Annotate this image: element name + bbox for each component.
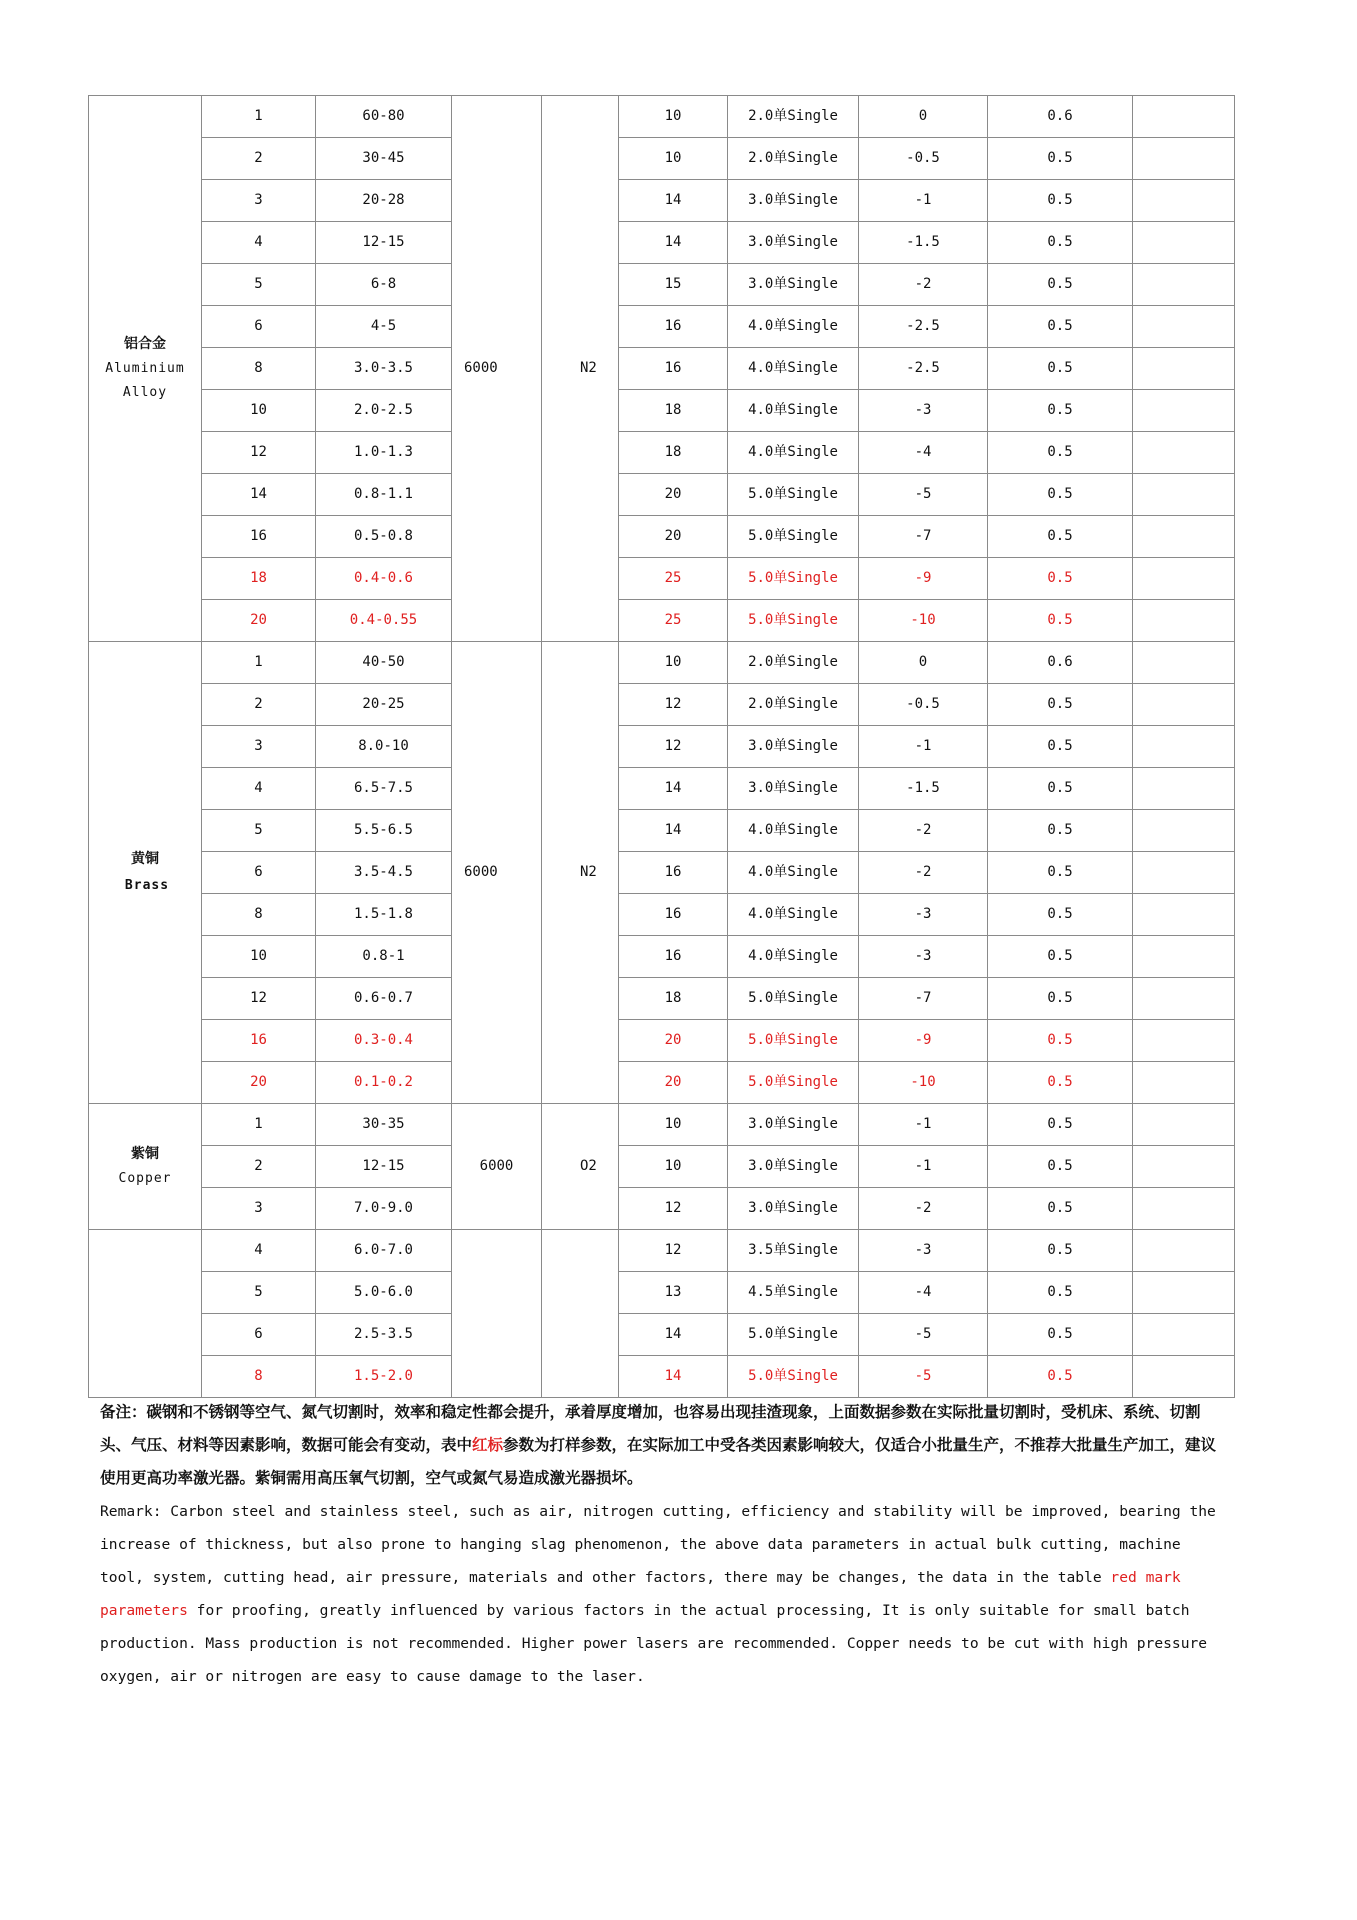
material-name-en: Alloy <box>122 385 168 401</box>
thickness-cell: 3 <box>202 1188 316 1230</box>
material-cell <box>89 642 202 1104</box>
thickness-cell: 12 <box>202 978 316 1020</box>
pressure-cell: 10 <box>619 1104 728 1146</box>
pressure-cell: 14 <box>619 222 728 264</box>
table-row <box>89 390 1235 432</box>
material-name-en: Aluminium <box>105 361 185 377</box>
focus-cell: -4 <box>859 1272 988 1314</box>
remarks-section <box>100 1396 1230 1693</box>
focus-cell: -2.5 <box>859 306 988 348</box>
pressure-cell: 12 <box>619 1188 728 1230</box>
speed-cell: 3.5-4.5 <box>316 852 452 894</box>
speed-cell: 12-15 <box>316 1146 452 1188</box>
nozzle-cell: 2.0单Single <box>728 138 859 180</box>
note-cell <box>1133 768 1235 810</box>
nozzle-cell: 4.0单Single <box>728 936 859 978</box>
table-row <box>89 474 1235 516</box>
note-cell <box>1133 96 1235 138</box>
speed-cell: 2.0-2.5 <box>316 390 452 432</box>
speed-cell: 1.5-1.8 <box>316 894 452 936</box>
remark-cn-text-2: 参数为打样参数，在实际加工中受各类因素影响较大，仅适合小批量生产，不推荐大批量生产加工，建议使用更高功率激光器。紫铜需用高压氧气切割，空气或氮气易造成激光器损坏。 <box>100 1436 1217 1487</box>
focus-cell: 0 <box>859 642 988 684</box>
thickness-cell: 1 <box>202 642 316 684</box>
thickness-cell: 10 <box>202 390 316 432</box>
pressure-cell: 13 <box>619 1272 728 1314</box>
height-cell: 0.5 <box>988 264 1133 306</box>
nozzle-cell: 2.0单Single <box>728 642 859 684</box>
material-name-en: Copper <box>118 1171 172 1187</box>
speed-cell: 12-15 <box>316 222 452 264</box>
height-cell: 0.5 <box>988 222 1133 264</box>
pressure-cell: 12 <box>619 684 728 726</box>
table-row <box>89 810 1235 852</box>
note-cell <box>1133 432 1235 474</box>
note-cell <box>1133 810 1235 852</box>
table-row <box>89 1356 1235 1398</box>
speed-cell: 4-5 <box>316 306 452 348</box>
height-cell: 0.5 <box>988 1314 1133 1356</box>
table-row <box>89 894 1235 936</box>
pressure-cell: 12 <box>619 1230 728 1272</box>
thickness-cell: 3 <box>202 180 316 222</box>
height-cell: 0.5 <box>988 558 1133 600</box>
speed-cell: 30-45 <box>316 138 452 180</box>
focus-cell: -2 <box>859 810 988 852</box>
note-cell <box>1133 1188 1235 1230</box>
remark-english <box>100 1495 1230 1693</box>
focus-cell: -0.5 <box>859 138 988 180</box>
focus-cell: -1.5 <box>859 222 988 264</box>
table-row <box>89 348 1235 390</box>
height-cell: 0.5 <box>988 1230 1133 1272</box>
height-cell: 0.5 <box>988 306 1133 348</box>
material-name-cn: 铝合金 <box>124 335 166 352</box>
thickness-cell: 5 <box>202 1272 316 1314</box>
table-row <box>89 1272 1235 1314</box>
focus-cell: -2 <box>859 264 988 306</box>
speed-cell: 40-50 <box>316 642 452 684</box>
thickness-cell: 8 <box>202 348 316 390</box>
note-cell <box>1133 600 1235 642</box>
pressure-cell: 14 <box>619 768 728 810</box>
focus-cell: -3 <box>859 936 988 978</box>
nozzle-cell: 2.0单Single <box>728 684 859 726</box>
speed-cell: 1.5-2.0 <box>316 1356 452 1398</box>
focus-cell: -1.5 <box>859 768 988 810</box>
nozzle-cell: 5.0单Single <box>728 1356 859 1398</box>
thickness-cell: 8 <box>202 894 316 936</box>
pressure-cell: 10 <box>619 1146 728 1188</box>
speed-cell: 1.0-1.3 <box>316 432 452 474</box>
speed-cell: 5.5-6.5 <box>316 810 452 852</box>
thickness-cell: 4 <box>202 768 316 810</box>
nozzle-cell: 4.0单Single <box>728 390 859 432</box>
remark-chinese <box>100 1396 1230 1495</box>
focus-cell: -2 <box>859 1188 988 1230</box>
remark-cn-red-mark: 红标 <box>472 1436 504 1454</box>
height-cell: 0.5 <box>988 348 1133 390</box>
table-row <box>89 1104 1235 1146</box>
thickness-cell: 16 <box>202 1020 316 1062</box>
table-body <box>89 96 1235 1398</box>
thickness-cell: 20 <box>202 1062 316 1104</box>
thickness-cell: 1 <box>202 96 316 138</box>
focus-cell: -7 <box>859 516 988 558</box>
height-cell: 0.5 <box>988 180 1133 222</box>
gas-cell: N2 <box>542 96 619 642</box>
table-row <box>89 1062 1235 1104</box>
speed-cell: 6-8 <box>316 264 452 306</box>
note-cell <box>1133 558 1235 600</box>
pressure-cell: 20 <box>619 1062 728 1104</box>
focus-cell: -5 <box>859 1314 988 1356</box>
table-row <box>89 180 1235 222</box>
table-row <box>89 96 1235 138</box>
power-cell: 6000 <box>452 96 542 642</box>
focus-cell: -9 <box>859 558 988 600</box>
note-cell <box>1133 936 1235 978</box>
thickness-cell: 5 <box>202 810 316 852</box>
note-cell <box>1133 306 1235 348</box>
nozzle-cell: 5.0单Single <box>728 1062 859 1104</box>
note-cell <box>1133 642 1235 684</box>
nozzle-cell: 4.0单Single <box>728 852 859 894</box>
note-cell <box>1133 180 1235 222</box>
speed-cell: 0.6-0.7 <box>316 978 452 1020</box>
speed-cell: 8.0-10 <box>316 726 452 768</box>
speed-cell: 20-28 <box>316 180 452 222</box>
height-cell: 0.5 <box>988 810 1133 852</box>
height-cell: 0.5 <box>988 1104 1133 1146</box>
height-cell: 0.5 <box>988 600 1133 642</box>
height-cell: 0.5 <box>988 516 1133 558</box>
note-cell <box>1133 390 1235 432</box>
thickness-cell: 16 <box>202 516 316 558</box>
height-cell: 0.5 <box>988 432 1133 474</box>
speed-cell: 20-25 <box>316 684 452 726</box>
thickness-cell: 20 <box>202 600 316 642</box>
speed-cell: 0.3-0.4 <box>316 1020 452 1062</box>
material-name-en: Brass <box>124 877 170 893</box>
pressure-cell: 14 <box>619 810 728 852</box>
nozzle-cell: 3.0单Single <box>728 264 859 306</box>
nozzle-cell: 4.0单Single <box>728 306 859 348</box>
height-cell: 0.5 <box>988 1188 1133 1230</box>
note-cell <box>1133 1356 1235 1398</box>
nozzle-cell: 4.0单Single <box>728 894 859 936</box>
focus-cell: -3 <box>859 390 988 432</box>
thickness-cell: 4 <box>202 222 316 264</box>
table-row <box>89 222 1235 264</box>
height-cell: 0.5 <box>988 726 1133 768</box>
remark-en-text-2: for proofing, greatly influenced by various factors in the actual processing, It is only suitable for small batch production. Mass production is not recommended. Higher power lasers are recommended. Copper needs to be cut with high pressure oxygen, air or nitrogen are easy to cause damage to the laser. <box>100 1602 1208 1685</box>
nozzle-cell: 2.0单Single <box>728 96 859 138</box>
speed-cell: 2.5-3.5 <box>316 1314 452 1356</box>
note-cell <box>1133 516 1235 558</box>
table-row <box>89 642 1235 684</box>
thickness-cell: 6 <box>202 852 316 894</box>
pressure-cell: 10 <box>619 96 728 138</box>
note-cell <box>1133 1272 1235 1314</box>
focus-cell: -1 <box>859 1146 988 1188</box>
note-cell <box>1133 684 1235 726</box>
table-row <box>89 558 1235 600</box>
pressure-cell: 16 <box>619 852 728 894</box>
cutting-parameters-table <box>88 95 1235 1398</box>
focus-cell: -1 <box>859 180 988 222</box>
height-cell: 0.5 <box>988 390 1133 432</box>
speed-cell: 0.8-1.1 <box>316 474 452 516</box>
speed-cell: 0.4-0.55 <box>316 600 452 642</box>
nozzle-cell: 5.0单Single <box>728 1314 859 1356</box>
speed-cell: 0.8-1 <box>316 936 452 978</box>
pressure-cell: 16 <box>619 306 728 348</box>
remark-en-text: Remark: Carbon steel and stainless steel, such as air, nitrogen cutting, efficiency and stability will be improved, bearing the increase of thickness, but also prone to hanging slag phenomenon, the above data parameters in actual bulk cutting, machine tool, system, cutting head, air pressure, materials and other factors, there may be changes, the data in the table <box>100 1503 1216 1586</box>
table-row <box>89 1230 1235 1272</box>
table-row <box>89 138 1235 180</box>
speed-cell: 0.4-0.6 <box>316 558 452 600</box>
note-cell <box>1133 978 1235 1020</box>
thickness-cell: 2 <box>202 1146 316 1188</box>
table-row <box>89 726 1235 768</box>
thickness-cell: 1 <box>202 1104 316 1146</box>
gas-cell: O2 <box>542 1104 619 1230</box>
thickness-cell: 6 <box>202 1314 316 1356</box>
note-cell <box>1133 222 1235 264</box>
nozzle-cell: 4.0单Single <box>728 432 859 474</box>
table-row <box>89 1188 1235 1230</box>
pressure-cell: 18 <box>619 978 728 1020</box>
height-cell: 0.5 <box>988 1020 1133 1062</box>
note-cell <box>1133 474 1235 516</box>
height-cell: 0.5 <box>988 1146 1133 1188</box>
pressure-cell: 16 <box>619 348 728 390</box>
material-cell <box>89 1104 202 1230</box>
pressure-cell: 25 <box>619 558 728 600</box>
focus-cell: 0 <box>859 96 988 138</box>
focus-cell: -4 <box>859 432 988 474</box>
note-cell <box>1133 1062 1235 1104</box>
note-cell <box>1133 1230 1235 1272</box>
height-cell: 0.5 <box>988 138 1133 180</box>
pressure-cell: 10 <box>619 642 728 684</box>
gas-cell <box>542 1230 619 1398</box>
nozzle-cell: 5.0单Single <box>728 600 859 642</box>
focus-cell: -10 <box>859 600 988 642</box>
focus-cell: -0.5 <box>859 684 988 726</box>
height-cell: 0.5 <box>988 852 1133 894</box>
material-cell <box>89 96 202 642</box>
table-row <box>89 600 1235 642</box>
note-cell <box>1133 1314 1235 1356</box>
focus-cell: -3 <box>859 1230 988 1272</box>
thickness-cell: 5 <box>202 264 316 306</box>
thickness-cell: 6 <box>202 306 316 348</box>
speed-cell: 5.0-6.0 <box>316 1272 452 1314</box>
speed-cell: 7.0-9.0 <box>316 1188 452 1230</box>
pressure-cell: 20 <box>619 516 728 558</box>
pressure-cell: 18 <box>619 432 728 474</box>
power-cell: 6000 <box>452 1104 542 1230</box>
pressure-cell: 16 <box>619 936 728 978</box>
speed-cell: 6.0-7.0 <box>316 1230 452 1272</box>
speed-cell: 3.0-3.5 <box>316 348 452 390</box>
table-row <box>89 516 1235 558</box>
pressure-cell: 14 <box>619 1314 728 1356</box>
pressure-cell: 16 <box>619 894 728 936</box>
height-cell: 0.5 <box>988 474 1133 516</box>
focus-cell: -2.5 <box>859 348 988 390</box>
nozzle-cell: 3.0单Single <box>728 1104 859 1146</box>
focus-cell: -7 <box>859 978 988 1020</box>
height-cell: 0.5 <box>988 1062 1133 1104</box>
speed-cell: 60-80 <box>316 96 452 138</box>
pressure-cell: 10 <box>619 138 728 180</box>
thickness-cell: 12 <box>202 432 316 474</box>
note-cell <box>1133 138 1235 180</box>
table-row <box>89 852 1235 894</box>
table-row <box>89 768 1235 810</box>
speed-cell: 0.5-0.8 <box>316 516 452 558</box>
height-cell: 0.5 <box>988 936 1133 978</box>
table-row <box>89 936 1235 978</box>
thickness-cell: 2 <box>202 684 316 726</box>
height-cell: 0.6 <box>988 96 1133 138</box>
note-cell <box>1133 1104 1235 1146</box>
focus-cell: -5 <box>859 474 988 516</box>
height-cell: 0.5 <box>988 894 1133 936</box>
height-cell: 0.6 <box>988 642 1133 684</box>
nozzle-cell: 5.0单Single <box>728 516 859 558</box>
table-row <box>89 306 1235 348</box>
focus-cell: -9 <box>859 1020 988 1062</box>
speed-cell: 30-35 <box>316 1104 452 1146</box>
remark-en-red-mark: red mark parameters <box>100 1569 1181 1619</box>
focus-cell: -5 <box>859 1356 988 1398</box>
note-cell <box>1133 1146 1235 1188</box>
pressure-cell: 18 <box>619 390 728 432</box>
focus-cell: -2 <box>859 852 988 894</box>
material-name-cn: 紫铜 <box>131 1145 159 1162</box>
material-cell <box>89 1230 202 1398</box>
thickness-cell: 14 <box>202 474 316 516</box>
power-cell: 6000 <box>452 642 542 1104</box>
pressure-cell: 25 <box>619 600 728 642</box>
nozzle-cell: 3.0单Single <box>728 222 859 264</box>
thickness-cell: 4 <box>202 1230 316 1272</box>
pressure-cell: 15 <box>619 264 728 306</box>
gas-cell: N2 <box>542 642 619 1104</box>
remark-cn-text: 备注：碳钢和不锈钢等空气、氮气切割时，效率和稳定性都会提升，承着厚度增加，也容易出现挂渣现象，上面数据参数在实际批量切割时，受机床、系统、切割头、气压、材料等因素影响，数据可能会有变动，表中 <box>100 1403 1201 1454</box>
focus-cell: -10 <box>859 1062 988 1104</box>
nozzle-cell: 3.5单Single <box>728 1230 859 1272</box>
pressure-cell: 20 <box>619 1020 728 1062</box>
note-cell <box>1133 894 1235 936</box>
height-cell: 0.5 <box>988 978 1133 1020</box>
note-cell <box>1133 1020 1235 1062</box>
table-row <box>89 978 1235 1020</box>
height-cell: 0.5 <box>988 1272 1133 1314</box>
nozzle-cell: 4.0单Single <box>728 348 859 390</box>
pressure-cell: 20 <box>619 474 728 516</box>
nozzle-cell: 5.0单Single <box>728 978 859 1020</box>
nozzle-cell: 5.0单Single <box>728 558 859 600</box>
note-cell <box>1133 348 1235 390</box>
speed-cell: 6.5-7.5 <box>316 768 452 810</box>
pressure-cell: 12 <box>619 726 728 768</box>
speed-cell: 0.1-0.2 <box>316 1062 452 1104</box>
focus-cell: -1 <box>859 1104 988 1146</box>
nozzle-cell: 4.0单Single <box>728 810 859 852</box>
table-row <box>89 1314 1235 1356</box>
height-cell: 0.5 <box>988 684 1133 726</box>
table-row <box>89 1020 1235 1062</box>
height-cell: 0.5 <box>988 1356 1133 1398</box>
table-row <box>89 684 1235 726</box>
table-row <box>89 432 1235 474</box>
nozzle-cell: 3.0单Single <box>728 1146 859 1188</box>
nozzle-cell: 4.5单Single <box>728 1272 859 1314</box>
height-cell: 0.5 <box>988 768 1133 810</box>
thickness-cell: 8 <box>202 1356 316 1398</box>
power-cell <box>452 1230 542 1398</box>
thickness-cell: 3 <box>202 726 316 768</box>
note-cell <box>1133 726 1235 768</box>
nozzle-cell: 3.0单Single <box>728 1188 859 1230</box>
pressure-cell: 14 <box>619 1356 728 1398</box>
nozzle-cell: 3.0单Single <box>728 768 859 810</box>
material-name-cn: 黄铜 <box>131 850 159 867</box>
nozzle-cell: 3.0单Single <box>728 180 859 222</box>
thickness-cell: 2 <box>202 138 316 180</box>
nozzle-cell: 3.0单Single <box>728 726 859 768</box>
nozzle-cell: 5.0单Single <box>728 474 859 516</box>
nozzle-cell: 5.0单Single <box>728 1020 859 1062</box>
thickness-cell: 18 <box>202 558 316 600</box>
note-cell <box>1133 852 1235 894</box>
focus-cell: -1 <box>859 726 988 768</box>
note-cell <box>1133 264 1235 306</box>
pressure-cell: 14 <box>619 180 728 222</box>
table-row <box>89 264 1235 306</box>
focus-cell: -3 <box>859 894 988 936</box>
thickness-cell: 10 <box>202 936 316 978</box>
table-row <box>89 1146 1235 1188</box>
